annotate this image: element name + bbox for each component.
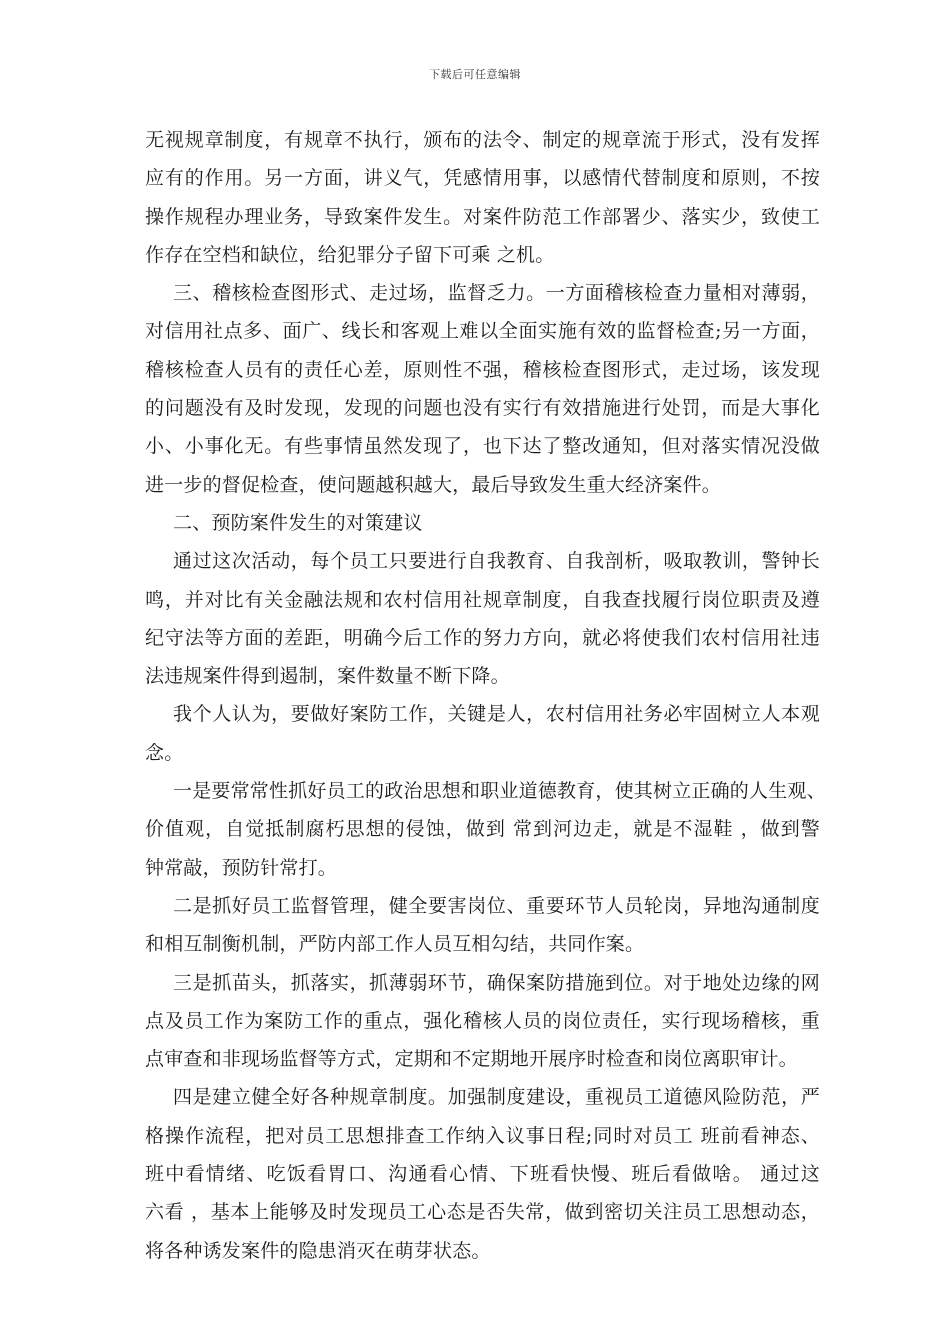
section-heading-two: 二、预防案件发生的对策建议 — [173, 511, 423, 534]
text-line: 我个人认为，要做好案防工作，关键是人，农村信用社务必牢固树立人本观 — [173, 703, 820, 726]
document-body — [145, 121, 826, 1270]
text-line: 法违规案件得到遏制，案件数量不断下降。 — [145, 665, 510, 688]
text-line: 鸣，并对比有关金融法规和农村信用社规章制度，自我查找履行岗位职责及遵 — [145, 588, 820, 611]
text-line: 点及员工作为案防工作的重点，强化稽核人员的岗位责任，实行现场稽核，重 — [145, 1009, 820, 1032]
text-line: 和相互制衡机制，严防内部工作人员互相勾结，共同作案。 — [145, 933, 645, 956]
text-line: 六看 ，基本上能够及时发现员工心态是否失常，做到密切关注员工思想动态， — [145, 1201, 820, 1224]
text-line: 小、小事化无。有些事情虽然发现了，也下达了整改通知，但对落实情况没做 — [145, 435, 820, 458]
text-line: 作存在空档和缺位，给犯罪分子留下可乘 之机。 — [145, 243, 555, 266]
text-line: 通过这次活动，每个员工只要进行自我教育、自我剖析，吸取教训，警钟长 — [173, 550, 820, 573]
text-line: 纪守法等方面的差距，明确今后工作的努力方向，就必将使我们农村信用社违 — [145, 626, 820, 649]
text-line: 对信用社点多、面广、线长和客观上难以全面实施有效的监督检查;另一方面， — [145, 320, 820, 343]
section-heading-three: 三、稽核检查图形式、走过场，监督乏力。一方面稽核检查力量相对薄弱， — [173, 282, 820, 305]
page-header: 下载后可任意编辑 — [429, 68, 521, 81]
text-line: 应有的作用。另一方面，讲义气，凭感情用事，以感情代替制度和原则，不按 — [145, 167, 820, 190]
text-line: 班中看情绪、吃饭看胃口、沟通看心情、下班看快慢、班后看做啥。 通过这 — [145, 1163, 820, 1186]
text-line: 钟常敲，预防针常打。 — [145, 856, 338, 879]
text-line: 进一步的督促检查，使问题越积越大，最后导致发生重大经济案件。 — [145, 473, 722, 496]
text-line: 无视规章制度，有规章不执行，颁布的法令、制定的规章流于形式，没有发挥 — [145, 129, 820, 151]
text-line: 将各种诱发案件的隐患消灭在萌芽状态。 — [145, 1239, 491, 1262]
text-line: 一是要常常性抓好员工的政治思想和职业道德教育，使其树立正确的人生观、 — [173, 780, 826, 803]
text-line: 稽核检查人员有的责任心差，原则性不强，稽核检查图形式，走过场，该发现 — [145, 358, 820, 381]
text-line: 二是抓好员工监督管理，健全要害岗位、重要环节人员轮岗，异地沟通制度 — [173, 894, 820, 917]
text-line: 的问题没有及时发现，发现的问题也没有实行有效措施进行处罚，而是大事化 — [145, 397, 820, 420]
text-line: 四是建立健全好各种规章制度。加强制度建设，重视员工道德风险防范，严 — [173, 1086, 820, 1109]
text-line: 点审查和非现场监督等方式，定期和不定期地开展序时检查和岗位离职审计。 — [145, 1048, 798, 1071]
text-line: 格操作流程，把对员工思想排查工作纳入议事日程;同时对员工 班前看神态、 — [145, 1124, 820, 1147]
text-line: 念。 — [145, 741, 184, 764]
text-line: 三是抓苗头，抓落实，抓薄弱环节，确保案防措施到位。对于地处边缘的网 — [173, 971, 820, 994]
text-line: 操作规程办理业务，导致案件发生。对案件防范工作部署少、落实少，致使工 — [145, 205, 820, 228]
text-line: 价值观，自觉抵制腐朽思想的侵蚀，做到 常到河边走，就是不湿鞋 ，做到警 — [145, 818, 820, 841]
